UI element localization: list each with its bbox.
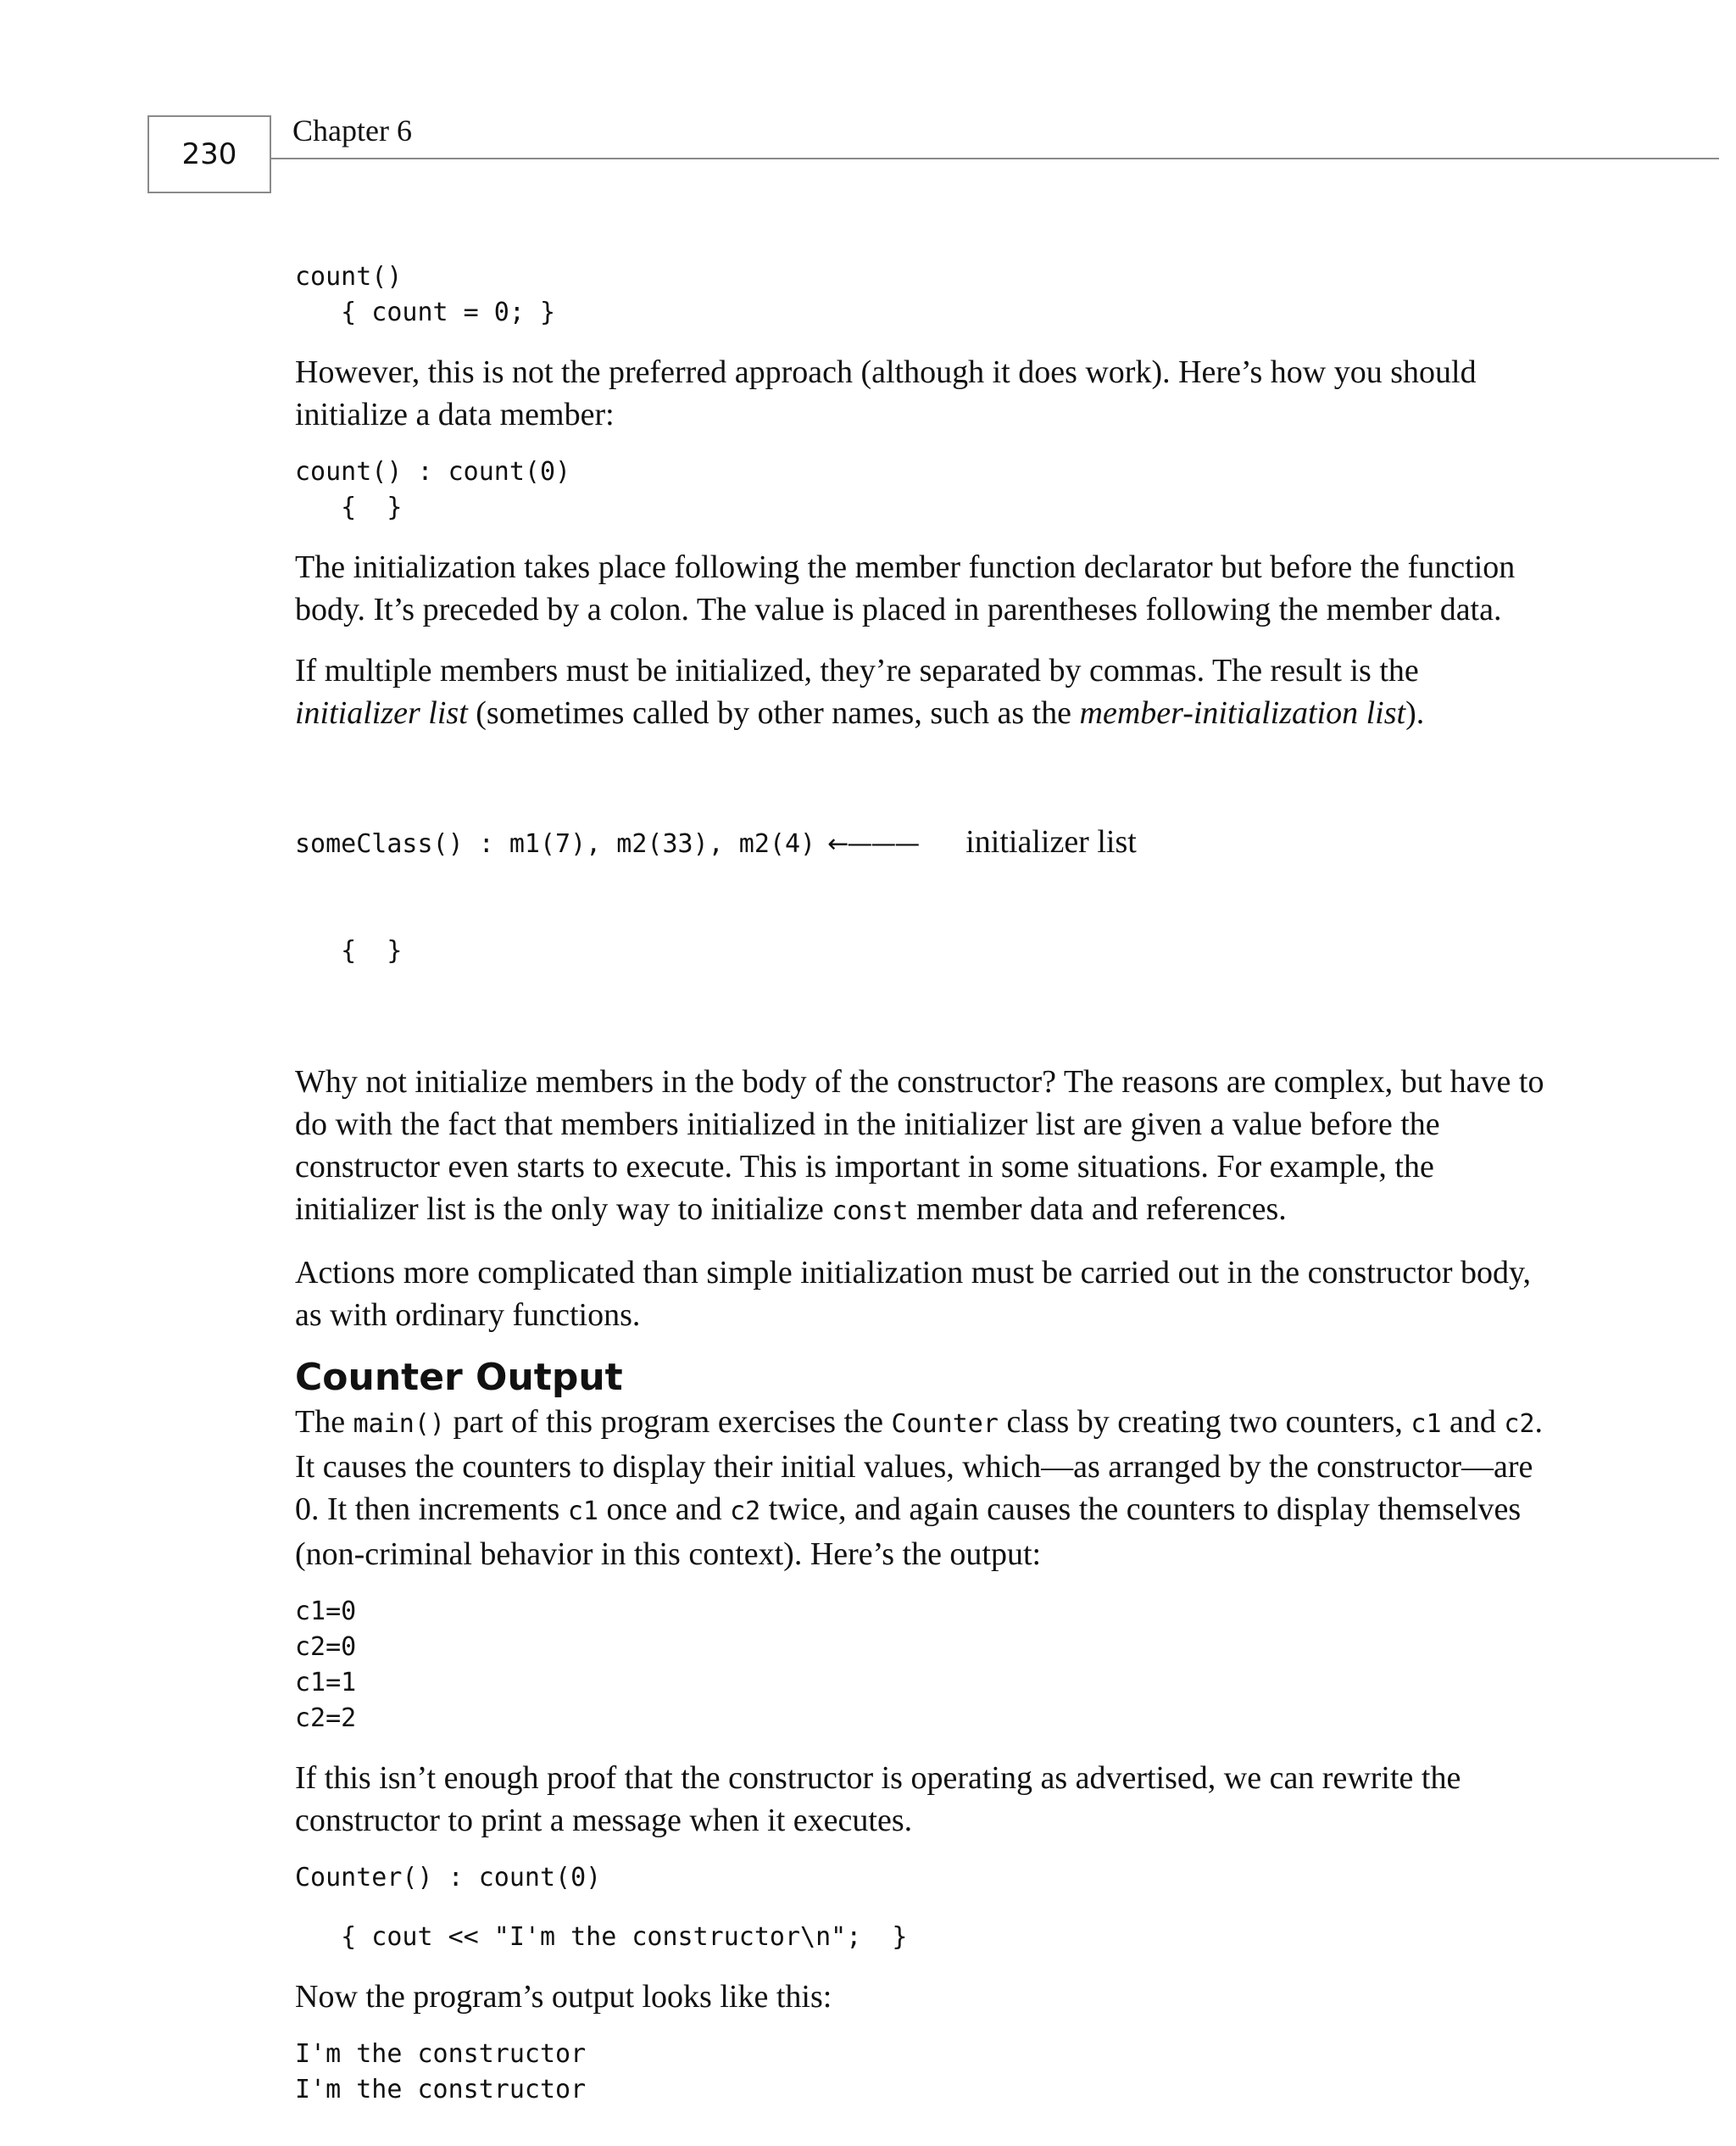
code-line: { cout << "I'm the constructor\n"; } xyxy=(295,1922,908,1952)
inline-code: Counter xyxy=(891,1409,999,1439)
code-block-4 xyxy=(295,1860,1550,1955)
annotation-label: initializer list xyxy=(965,824,1137,860)
page-number: 230 xyxy=(147,115,271,193)
header-rule xyxy=(271,158,1719,159)
text-run: If multiple members must be initialized, they’re separated by commas. The result is the xyxy=(295,653,1419,688)
italic-term: initializer list xyxy=(295,695,468,731)
chapter-title: Chapter 6 xyxy=(292,114,412,148)
code-line: { } xyxy=(295,936,403,966)
inline-code: main() xyxy=(353,1409,445,1439)
text-run: Why not initialize members in the body of the constructor? The reasons are complex, but have to do with the fact that members initialized in the initializer list are given a value before the constructor even starts to execute. This is important in some situations. For example, the initializer list is the only way to initialize xyxy=(295,1064,1544,1227)
code-block-2 xyxy=(295,454,1550,526)
text-run: part of this program exercises the xyxy=(444,1404,892,1440)
left-arrow-icon: ←——— xyxy=(827,829,919,859)
italic-term: member-initialization list xyxy=(1079,695,1406,731)
output-block-2 xyxy=(295,2037,1550,2108)
output-line: c1=0 xyxy=(295,1597,357,1626)
inline-code: c1 xyxy=(1410,1409,1442,1439)
output-line: I'm the constructor xyxy=(295,2075,587,2104)
output-line: I'm the constructor xyxy=(295,2039,587,2069)
code-line: count() : count(0) xyxy=(295,457,571,487)
text-run: member data and references. xyxy=(908,1191,1287,1227)
code-line: count() xyxy=(295,262,403,292)
text-run: . It causes the counters to display their initial values, which—as arranged by the constructor—are 0. It then increments xyxy=(295,1404,1544,1527)
code-line: someClass() : m1(7), m2(33), m2(4) xyxy=(295,829,816,859)
inline-code: c2 xyxy=(730,1497,761,1526)
paragraph-6 xyxy=(295,1401,1550,1575)
inline-code: c2 xyxy=(1504,1409,1535,1439)
code-line: Counter() : count(0) xyxy=(295,1863,602,1892)
paragraph-1: However, this is not the preferred approach (although it does work). Here’s how you should initialize a data member: xyxy=(295,354,1477,432)
text-run: class by creating two counters, xyxy=(998,1404,1411,1440)
output-line: c2=2 xyxy=(295,1703,357,1733)
code-line: { } xyxy=(295,493,403,522)
paragraph-4 xyxy=(295,1061,1550,1233)
text-run: and xyxy=(1441,1404,1505,1440)
paragraph-5: Actions more complicated than simple initialization must be carried out in the constructor body, as with ordinary functions. xyxy=(295,1255,1532,1333)
text-run: once and xyxy=(598,1491,731,1527)
code-block-3 xyxy=(295,753,1550,1040)
output-line: c2=0 xyxy=(295,1632,357,1662)
code-block-1 xyxy=(295,259,1550,331)
inline-code: const xyxy=(832,1196,909,1226)
text-run: (sometimes called by other names, such as the xyxy=(467,695,1080,731)
inline-code: c1 xyxy=(567,1497,598,1526)
paragraph-2: The initialization takes place following the member function declarator but before the function body. It’s preceded by a colon. The value is placed in parentheses following the member data. xyxy=(295,549,1516,627)
paragraph-3 xyxy=(295,649,1550,734)
page-content xyxy=(295,259,1550,2108)
text-run: ). xyxy=(1405,695,1425,731)
paragraph-8: Now the program’s output looks like this: xyxy=(295,1979,832,2015)
text-run: twice, and again causes the counters to display themselves (non-criminal behavior in this context). Here’s the output: xyxy=(295,1491,1522,1572)
code-line: { count = 0; } xyxy=(295,298,556,327)
output-line: c1=1 xyxy=(295,1668,357,1697)
annotated-code-line xyxy=(295,824,1550,862)
section-heading: Counter Output xyxy=(295,1356,623,1399)
text-run: The xyxy=(295,1404,353,1440)
output-block-1 xyxy=(295,1594,1550,1736)
paragraph-7: If this isn’t enough proof that the constructor is operating as advertised, we can rewrite the constructor to print a message when it executes. xyxy=(295,1760,1461,1838)
